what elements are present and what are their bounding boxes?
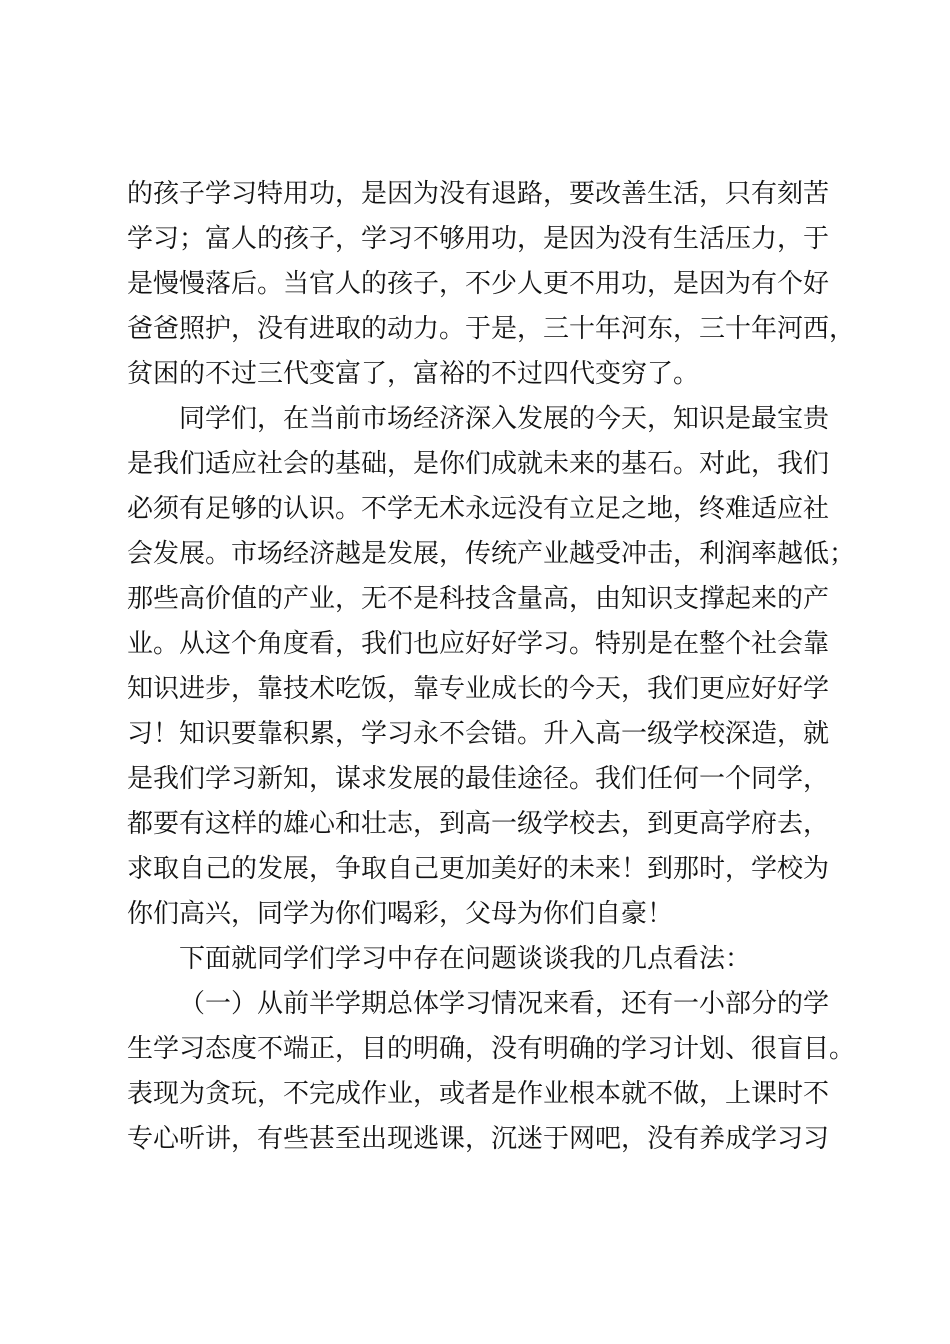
- text-line: 生学习态度不端正，目的明确，没有明确的学习计划、很盲目。: [127, 1034, 856, 1064]
- text-line: 会发展。市场经济越是发展，传统产业越受冲击，利润率越低；: [127, 539, 856, 569]
- text-line: 知识进步，靠技术吃饭，靠专业成长的今天，我们更应好好学: [127, 674, 830, 704]
- text-line: 的孩子学习特用功，是因为没有退路，要改善生活，只有刻苦: [127, 179, 830, 209]
- text-line: 习！知识要靠积累，学习永不会错。升入高一级学校深造，就: [127, 719, 830, 749]
- text-line: 业。从这个角度看，我们也应好好学习。特别是在整个社会靠: [127, 629, 830, 659]
- text-line: 是慢慢落后。当官人的孩子，不少人更不用功，是因为有个好: [127, 269, 830, 299]
- text-line: 表现为贪玩，不完成作业，或者是作业根本就不做，上课时不: [127, 1079, 830, 1109]
- paragraph-start-line: （一）从前半学期总体学习情况来看，还有一小部分的学: [179, 989, 830, 1019]
- document-body: [127, 172, 857, 1162]
- text-line: 那些高价值的产业，无不是科技含量高，由知识支撑起来的产: [127, 584, 830, 614]
- text-line: 是我们适应社会的基础，是你们成就未来的基石。对此，我们: [127, 449, 830, 479]
- paragraph-start-line: 同学们，在当前市场经济深入发展的今天，知识是最宝贵: [179, 404, 830, 434]
- text-line: 你们高兴，同学为你们喝彩，父母为你们自豪！: [127, 899, 674, 929]
- text-line: 是我们学习新知，谋求发展的最佳途径。我们任何一个同学，: [127, 764, 830, 794]
- text-line: 爸爸照护，没有进取的动力。于是，三十年河东，三十年河西，: [127, 314, 856, 344]
- paragraph-start-line: 下面就同学们学习中存在问题谈谈我的几点看法：: [179, 944, 752, 974]
- text-line: 贫困的不过三代变富了，富裕的不过四代变穷了。: [127, 359, 700, 389]
- text-line: 学习；富人的孩子，学习不够用功，是因为没有生活压力，于: [127, 224, 830, 254]
- text-line: 求取自己的发展，争取自己更加美好的未来！到那时，学校为: [127, 854, 830, 884]
- text-line: 专心听讲，有些甚至出现逃课，沉迷于网吧，没有养成学习习: [127, 1124, 830, 1154]
- text-line: 必须有足够的认识。不学无术永远没有立足之地，终难适应社: [127, 494, 830, 524]
- text-line: 都要有这样的雄心和壮志，到高一级学校去，到更高学府去，: [127, 809, 830, 839]
